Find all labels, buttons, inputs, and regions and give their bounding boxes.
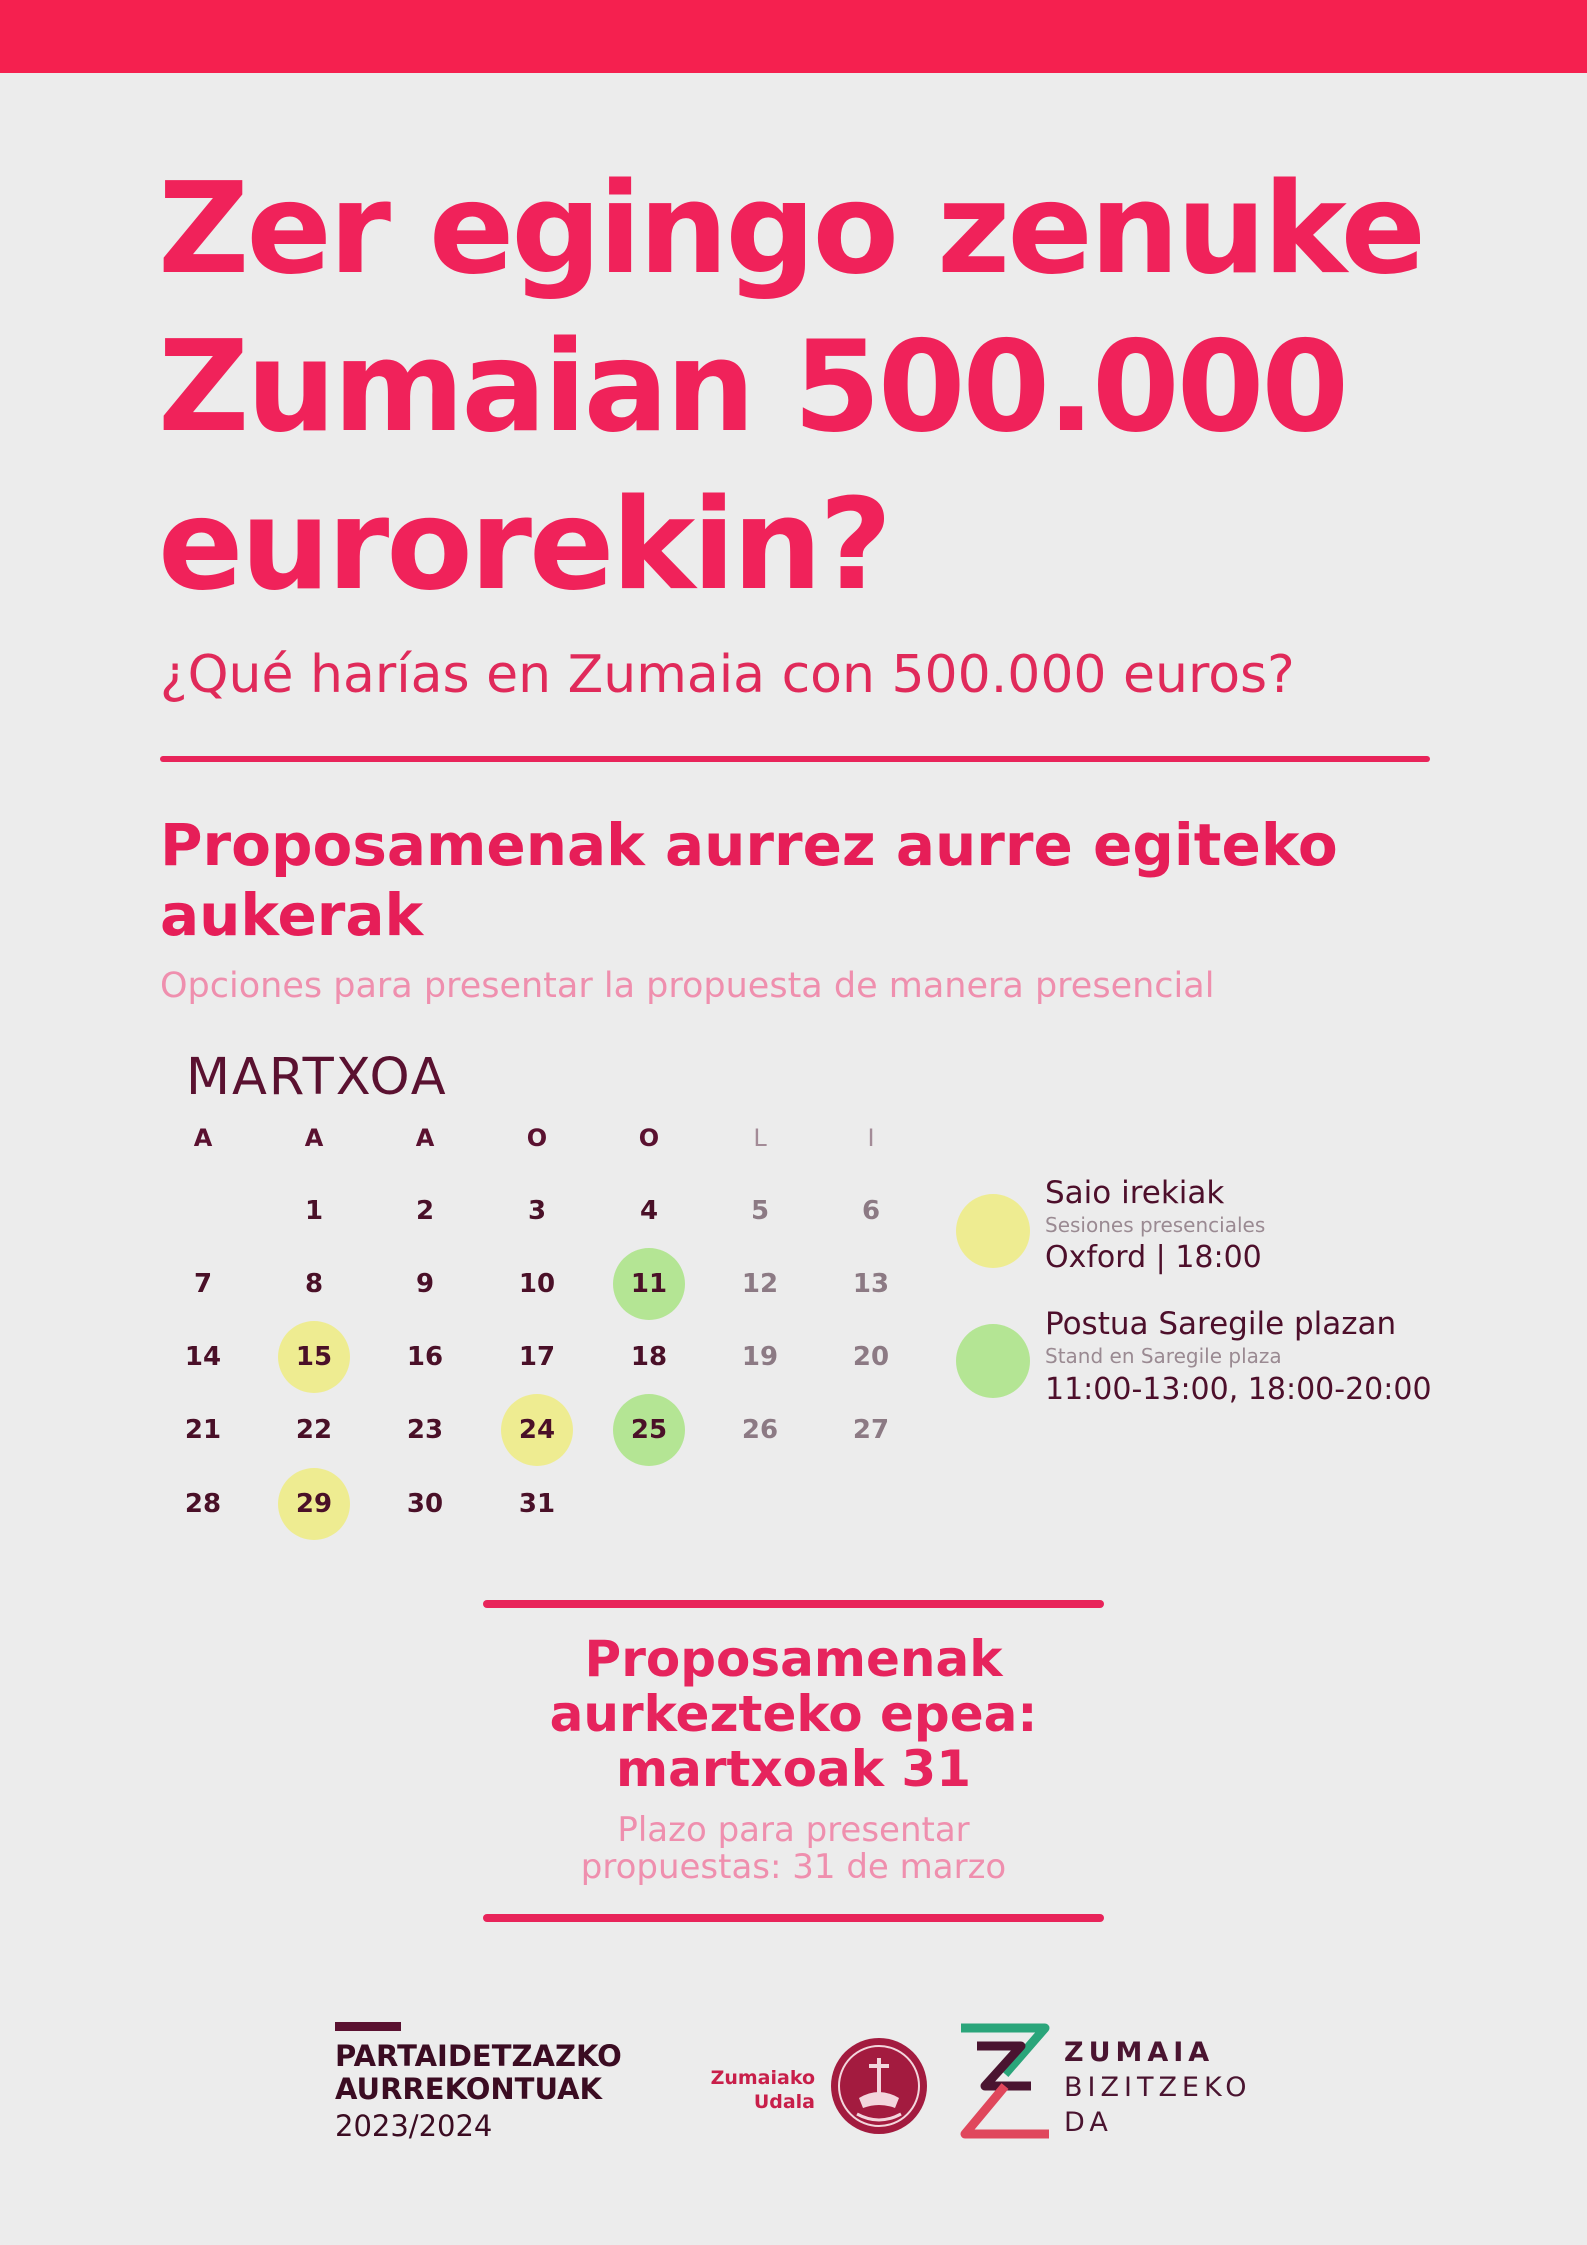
- options-heading: Proposamenak aurrez aurre egiteko aukerak: [160, 811, 1338, 949]
- calendar-day: 26: [741, 1415, 779, 1445]
- legend-stand-subtitle: Stand en Saregile plaza: [1045, 1344, 1282, 1368]
- calendar-day: 30: [406, 1489, 444, 1519]
- legend-open-detail: Oxford | 18:00: [1045, 1240, 1262, 1275]
- calendar-day: 14: [184, 1342, 222, 1372]
- zumaia-z-logo-icon: [955, 2022, 1055, 2140]
- weekday-label: I: [867, 1124, 875, 1152]
- calendar-day: 3: [527, 1196, 547, 1226]
- calendar-day: 8: [304, 1269, 324, 1299]
- town-seal-icon: [829, 2036, 929, 2136]
- calendar-day: 22: [295, 1415, 333, 1445]
- calendar-day: 7: [193, 1269, 213, 1299]
- deadline-sub-line-1: Plazo para presentar: [617, 1810, 970, 1850]
- udala-name: [690, 2066, 815, 2114]
- calendar-day: 4: [639, 1196, 659, 1226]
- calendar-day: 20: [852, 1342, 890, 1372]
- calendar-day: 10: [518, 1269, 556, 1299]
- participatory-budget-line-1: PARTAIDETZAZKO: [335, 2039, 622, 2073]
- calendar-day: 31: [518, 1489, 556, 1519]
- calendar-day: 13: [852, 1269, 890, 1299]
- calendar-day: 24: [518, 1415, 556, 1445]
- udala-line-1: Zumaiako: [710, 2067, 815, 2089]
- calendar-day: 19: [741, 1342, 779, 1372]
- weekday-label: A: [304, 1124, 324, 1152]
- deadline-sub-line-2: propuestas: 31 de marzo: [580, 1847, 1007, 1887]
- udala-line-2: Udala: [753, 2091, 815, 2113]
- page-subtitle: ¿Qué harías en Zumaia con 500.000 euros?: [160, 645, 1295, 705]
- zumaia-brand-line-2: BIZITZEKO: [1064, 2072, 1252, 2103]
- legend-open-subtitle: Sesiones presenciales: [1045, 1213, 1266, 1237]
- weekday-label: L: [753, 1124, 767, 1152]
- participatory-budget-line-2: AURREKONTUAK: [335, 2072, 603, 2106]
- calendar-day: 9: [415, 1269, 435, 1299]
- weekday-label: A: [415, 1124, 435, 1152]
- calendar-day: 28: [184, 1489, 222, 1519]
- calendar-day: 2: [415, 1196, 435, 1226]
- deadline-bottom-rule: [483, 1914, 1104, 1922]
- calendar-day: 21: [184, 1415, 222, 1445]
- calendar-day: 23: [406, 1415, 444, 1445]
- zumaia-brand-line-1: ZUMAIA: [1064, 2037, 1215, 2068]
- legend-stand-title: Postua Saregile plazan: [1045, 1306, 1397, 1342]
- calendar-month: MARTXOA: [186, 1048, 448, 1107]
- participatory-budget-year: 2023/2024: [335, 2109, 493, 2143]
- calendar-day: 27: [852, 1415, 890, 1445]
- weekday-label: A: [193, 1124, 213, 1152]
- calendar-day: 18: [630, 1342, 668, 1372]
- deadline-top-rule: [483, 1600, 1104, 1608]
- calendar-day: 11: [630, 1269, 668, 1299]
- calendar-day: 1: [304, 1196, 324, 1226]
- zumaia-brand-line-3: DA: [1064, 2107, 1113, 2138]
- calendar-day: 29: [295, 1489, 333, 1519]
- stand-swatch: [956, 1324, 1030, 1398]
- calendar-day: 6: [861, 1196, 881, 1226]
- weekday-label: O: [638, 1124, 660, 1152]
- weekday-label: O: [526, 1124, 548, 1152]
- open-session-swatch: [956, 1194, 1030, 1268]
- legend-stand-detail: 11:00-13:00, 18:00-20:00: [1045, 1372, 1432, 1407]
- page-title: Zer egingo zenuke Zumaian 500.000 eurorekin?: [158, 155, 1424, 618]
- calendar-day: 16: [406, 1342, 444, 1372]
- divider: [160, 756, 1430, 762]
- deadline-title: [483, 1632, 1104, 1797]
- calendar-day: 5: [750, 1196, 770, 1226]
- top-accent-bar: [0, 0, 1587, 73]
- participatory-budget-bar: [335, 2022, 401, 2031]
- calendar-day: 25: [630, 1415, 668, 1445]
- deadline-line-2: aurkezteko epea:: [549, 1685, 1038, 1743]
- options-subheading: Opciones para presentar la propuesta de manera presencial: [160, 966, 1215, 1006]
- deadline-subtitle: [483, 1812, 1104, 1886]
- deadline-line-1: Proposamenak: [584, 1630, 1003, 1688]
- calendar-day: 15: [295, 1342, 333, 1372]
- calendar-day: 12: [741, 1269, 779, 1299]
- calendar-day: 17: [518, 1342, 556, 1372]
- deadline-date: martxoak 31: [616, 1740, 971, 1798]
- legend-open-title: Saio irekiak: [1045, 1175, 1225, 1211]
